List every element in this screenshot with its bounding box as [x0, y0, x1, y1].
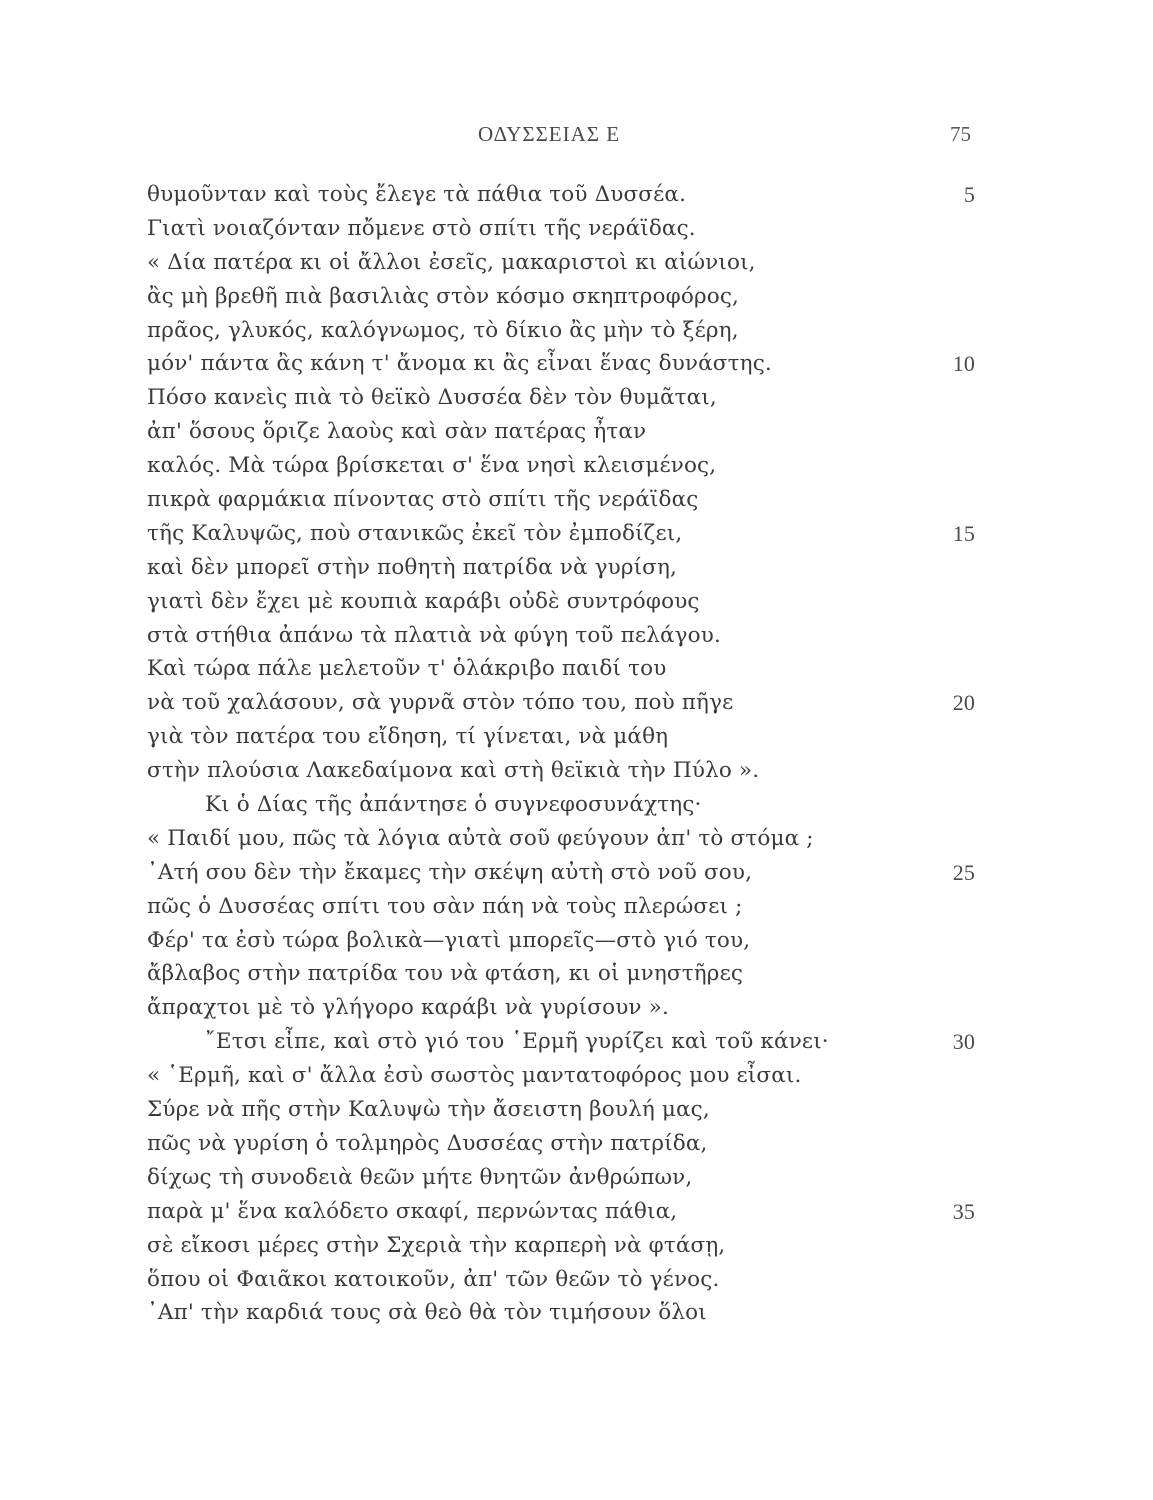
verse-line: [147, 280, 1007, 314]
verse-text: « Δία πατέρα κι οἱ ἄλλοι ἐσεῖς, μακαριστοὶ κι αἰώνιοι,: [147, 249, 756, 275]
verse-text: ἀπ' ὅσους ὅριζε λαοὺς καὶ σὰν πατέρας ἦταν: [147, 419, 647, 445]
verse-line: [147, 1161, 1007, 1195]
verse-text: « Παιδί μου, πῶς τὰ λόγια αὐτὰ σοῦ φεύγουν ἀπ' τὸ στόμα ;: [147, 825, 814, 851]
verse-text: Φέρ' τα ἐσὺ τώρα βολικὰ—γιατὶ μπορεῖς—στὸ γιό του,: [147, 927, 751, 953]
verse-text: Καὶ τώρα πάλε μελετοῦν τ' ὁλάκριβο παιδί του: [147, 656, 667, 682]
verse-text: νὰ τοῦ χαλάσουν, σὰ γυρνᾶ στὸν τόπο του, ποὺ πῆγε: [147, 690, 734, 716]
verse-line: [147, 1263, 1007, 1297]
verse-line: [147, 1296, 1007, 1330]
verse-text: γιὰ τὸν πατέρα του εἴδηση, τί γίνεται, νὰ μάθη: [147, 724, 669, 750]
verse-line: [147, 1229, 1007, 1263]
verse-line: [147, 686, 1007, 720]
verse-line: [147, 1059, 1007, 1093]
verse-text: τῆς Καλυψῶς, ποὺ στανικῶς ἐκεῖ τὸν ἐμποδίζει,: [147, 520, 683, 546]
verse-text: Γιατὶ νοιαζόνταν πὄμενε στὸ σπίτι τῆς νεράϊδας.: [147, 215, 696, 241]
verse-line: [147, 415, 1007, 449]
line-number: 30: [952, 1029, 975, 1055]
verse-text: καὶ δὲν μπορεῖ στὴν ποθητὴ πατρίδα νὰ γυρίση,: [147, 554, 678, 580]
verse-text: Πόσο κανεὶς πιὰ τὸ θεϊκὸ Δυσσέα δὲν τὸν θυμᾶται,: [147, 385, 717, 411]
verse-line: [147, 822, 1007, 856]
verse-text: στὰ στήθια ἀπάνω τὰ πλατιὰ νὰ φύγη τοῦ πελάγου.: [147, 622, 721, 648]
verse-line: [147, 788, 1007, 822]
verse-text: στὴν πλούσια Λακεδαίμονα καὶ στὴ θεϊκιὰ τὴν Πύλο ».: [147, 758, 760, 784]
verse-line: [147, 619, 1007, 653]
line-number: 5: [963, 182, 975, 207]
verse-line: [147, 652, 1007, 686]
verse-text: ᾿Ατή σου δὲν τὴν ἔκαμες τὴν σκέψη αὐτὴ στὸ νοῦ σου,: [147, 859, 753, 885]
verse-text: πρᾶος, γλυκός, καλόγνωμος, τὸ δίκιο ἂς μὴν τὸ ξέρη,: [147, 317, 739, 343]
verse-text: Σύρε νὰ πῆς στὴν Καλυψὼ τὴν ἄσειστη βουλή μας,: [147, 1097, 710, 1123]
verse-text: πῶς ὁ Δυσσέας σπίτι του σὰν πάη νὰ τοὺς πλερώσει ;: [147, 893, 743, 919]
verse-text: ἂς μὴ βρεθῆ πιὰ βασιλιὰς στὸν κόσμο σκηπτροφόρος,: [147, 283, 740, 309]
verse-line: [147, 856, 1007, 890]
verse-line: [147, 178, 1007, 212]
verse-text: δίχως τὴ συνοδειὰ θεῶν μήτε θνητῶν ἀνθρώπων,: [147, 1164, 693, 1190]
verse-text: ᾿Απ' τὴν καρδιά τους σὰ θεὸ θὰ τὸν τιμήσουν ὅλοι: [147, 1300, 707, 1326]
verse-line: [147, 1093, 1007, 1127]
verse-line: [147, 212, 1007, 246]
verse-text: μόν' πάντα ἂς κάνη τ' ἄνομα κι ἂς εἶναι ἕνας δυνάστης.: [147, 351, 772, 377]
verse-line: [147, 449, 1007, 483]
verse-text: καλός. Μὰ τώρα βρίσκεται σ' ἕνα νησὶ κλεισμένος,: [147, 453, 717, 479]
verse-text: θυμοῦνταν καὶ τοὺς ἔλεγε τὰ πάθια τοῦ Δυσσέα.: [147, 182, 687, 207]
verse-line: [147, 1127, 1007, 1161]
verse-line: [147, 991, 1007, 1025]
verse-text: πῶς νὰ γυρίση ὁ τολμηρὸς Δυσσέας στὴν πατρίδα,: [147, 1130, 708, 1156]
verse-text: γιατὶ δὲν ἔχει μὲ κουπιὰ καράβι οὐδὲ συντρόφους: [147, 588, 700, 614]
verse-line: [147, 347, 1007, 381]
verse-text: ἄβλαβος στὴν πατρίδα του νὰ φτάση, κι οἱ μνηστῆρες: [147, 961, 744, 987]
verse-text: Κι ὁ Δίας τῆς ἀπάντησε ὁ συγνεφοσυνάχτης·: [205, 792, 702, 818]
verse-text: παρὰ μ' ἕνα καλόδετο σκαφί, περνώντας πάθια,: [147, 1198, 678, 1224]
running-head: [0, 122, 1153, 152]
verse-line: [147, 517, 1007, 551]
line-number: 25: [952, 859, 975, 885]
verse-line: [147, 890, 1007, 924]
verse-line: [147, 1025, 1007, 1059]
verse-text: ῎Ετσι εἶπε, καὶ στὸ γιό του ῾Ερμῆ γυρίζει καὶ τοῦ κάνει·: [205, 1029, 829, 1055]
running-title: ΟΔΥΣΣΕΙΑΣ Ε: [478, 122, 621, 146]
verse-text: ὅπου οἱ Φαιᾶκοι κατοικοῦν, ἀπ' τῶν θεῶν τὸ γένος.: [147, 1266, 720, 1292]
verse-text: « ῾Ερμῆ, καὶ σ' ἄλλα ἐσὺ σωστὸς μαντατοφόρος μου εἶσαι.: [147, 1063, 802, 1089]
verse-text: σὲ εἴκοσι μέρες στὴν Σχεριὰ τὴν καρπερὴ νὰ φτάσῃ,: [147, 1232, 726, 1258]
verse-line: [147, 957, 1007, 991]
line-number: 10: [952, 351, 975, 377]
verse-text: πικρὰ φαρμάκια πίνοντας στὸ σπίτι τῆς νεράϊδας: [147, 487, 699, 513]
verse-line: [147, 381, 1007, 415]
line-number: 20: [952, 690, 975, 716]
verse-line: [147, 754, 1007, 788]
verse-text: ἄπραχτοι μὲ τὸ γλήγορο καράβι νὰ γυρίσουν ».: [147, 995, 669, 1021]
verse-block: [147, 178, 1007, 1330]
line-number: 15: [952, 520, 975, 546]
verse-line: [147, 720, 1007, 754]
verse-line: [147, 246, 1007, 280]
verse-line: [147, 314, 1007, 348]
page-number: 75: [950, 122, 971, 146]
verse-line: [147, 585, 1007, 619]
verse-line: [147, 1195, 1007, 1229]
verse-line: [147, 483, 1007, 517]
verse-line: [147, 551, 1007, 585]
verse-line: [147, 924, 1007, 958]
line-number: 35: [952, 1198, 975, 1224]
